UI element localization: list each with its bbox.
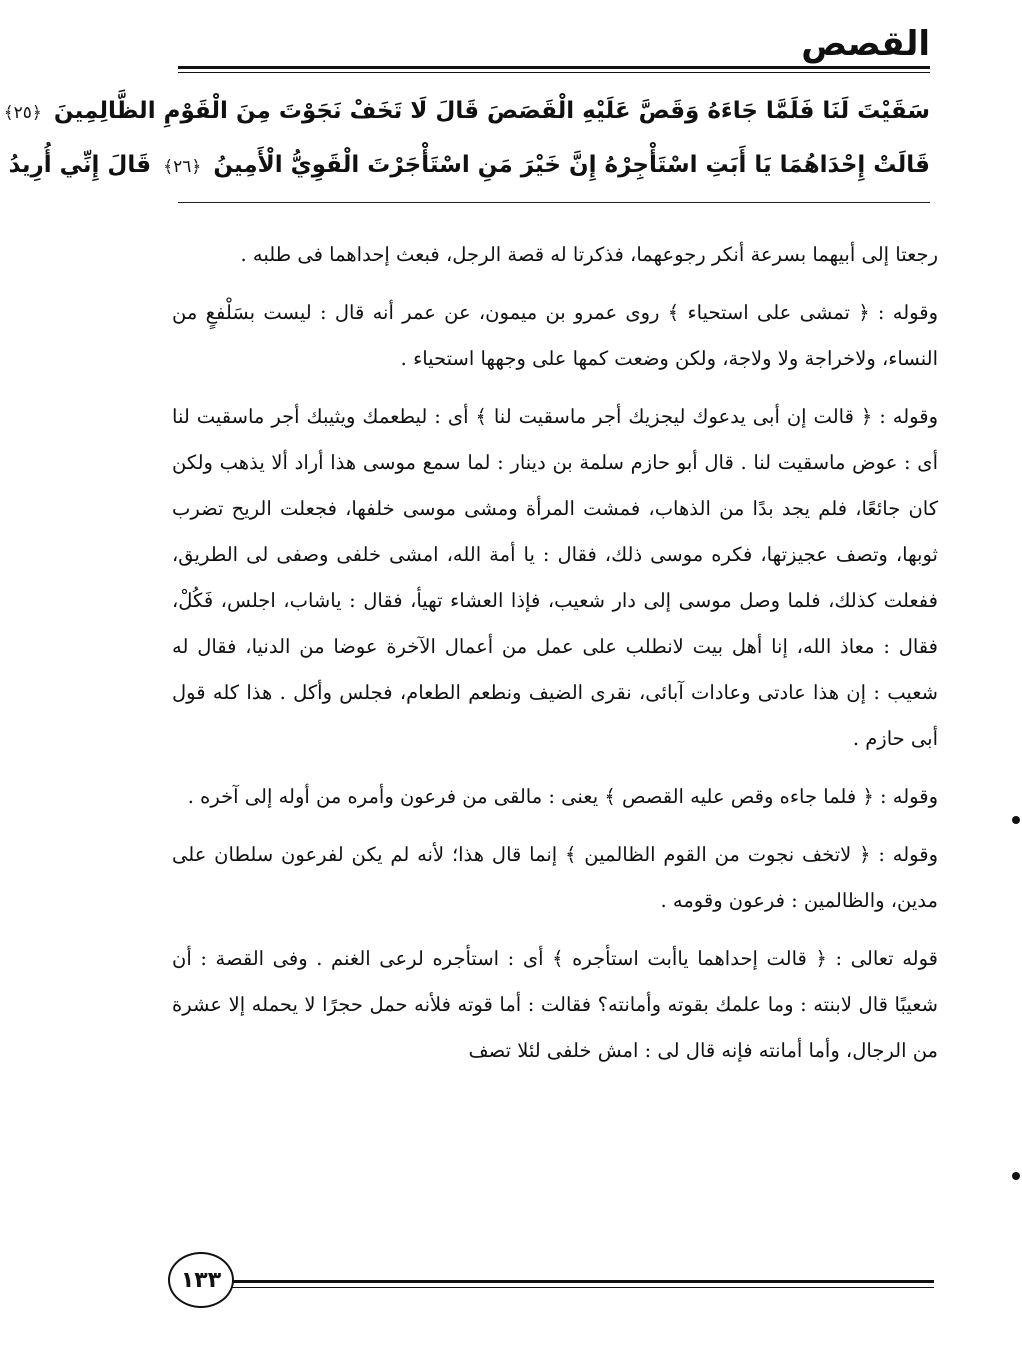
book-page (3, 0, 1022, 1348)
verse-text: قَالَتْ إِحْدَاهُمَا يَا أَبَتِ اسْتَأْجِرْهُ إِنَّ خَيْرَ مَنِ اسْتَأْجَرْتَ الْقَوِيُّ الْأَمِينُ (213, 152, 930, 178)
header-rule-thin (178, 72, 930, 73)
header-rule-thick (178, 66, 930, 69)
page-footer (168, 1252, 934, 1312)
ayah-number-marker: ﴿٢٦﴾ (163, 157, 202, 177)
commentary-paragraph: رجعتا إلى أبيهما بسرعة أنكر رجوعهما، فذكرتا له قصة الرجل، فبعث إحداهما فى طلبه . (240, 243, 938, 266)
footer-rule-thick (232, 1280, 934, 1283)
commentary-paragraph: وقوله : ﴿ فلما جاءه وقص عليه القصص ﴾ يعنى : مالقى من فرعون وأمره من أوله إلى آخره . (187, 785, 938, 808)
ayah-number-marker: ﴿٢٥﴾ (3, 103, 42, 123)
page-number: ١٣٣ (168, 1252, 234, 1308)
footer-rule-thin (232, 1287, 934, 1288)
surah-title: القصص (801, 24, 930, 64)
margin-dot (1012, 816, 1020, 824)
commentary-paragraph: قوله تعالى : ﴿ قالت إحداهما ياأبت استأجره ﴾ أى : استأجره لرعى الغنم . وفى القصة : أن شعيبًا قال لابنته : وما علمك بقوته وأمانته؟ فقالت : أما قوته فلأنه حمل حجرًا لا يحمله إلا عشرة من الرجال، وأما أمانته فإنه قال لى : امش خلفى لئلا تصف (172, 947, 938, 1062)
verse-text: سَقَيْتَ لَنَا فَلَمَّا جَاءَهُ وَقَصَّ عَلَيْهِ الْقَصَصَ قَالَ لَا تَخَفْ نَجَوْتَ مِنَ الْقَوْمِ الظَّالِمِينَ (53, 98, 930, 124)
commentary-paragraph: وقوله : ﴿ تمشى على استحياء ﴾ روى عمرو بن ميمون، عن عمر أنه قال : ليست بسَلْفعٍ من النساء، ولاخراجة ولا ولاجة، ولكن وضعت كمها على وجهها استحياء . (172, 301, 938, 370)
commentary-body (172, 232, 938, 1086)
verse-continuation: قَالَ إِنِّي أُرِيدُ (8, 152, 152, 178)
commentary-paragraph: وقوله : ﴿ لاتخف نجوت من القوم الظالمين ﴾ إنما قال هذا؛ لأنه لم يكن لفرعون سلطان على مدين، والظالمين : فرعون وقومه . (172, 843, 938, 912)
verse-separator-rule (178, 202, 930, 203)
commentary-paragraph: وقوله : ﴿ قالت إن أبى يدعوك ليجزيك أجر ماسقيت لنا ﴾ أى : ليطعمك ويثيبك أجر ماسقيت لنا أى : عوض ماسقيت لنا . قال أبو حازم سلمة بن دينار : لما سمع موسى هذا أراد ألا يذهب ولكن كان جائعًا، فلم يجد بدًا من الذهاب، فمشت المرأة ومشى موسى خلفها، فجعلت الريح تضرب ثوبها، وتصف عجيزتها، فكره موسى ذلك، فقال : يا أمة الله، امشى خلفى وصفى لى الطريق، ففعلت كذلك، فلما وصل موسى إلى دار شعيب، فإذا العشاء تهيأ، فقال : ياشاب، اجلس، فَكُلْ، فقال : معاذ الله، إنا أهل بيت لانطلب على عمل من أعمال الآخرة عوضا من الدنيا، فقال له شعيب : إن هذا عادتى وعادات آبائى، نقرى الضيف ونطعم الطعام، فجلس وأكل . هذا كله قول أبى حازم . (172, 405, 938, 750)
quran-verse-block (3, 84, 930, 192)
verse-line (3, 84, 930, 138)
verse-line (8, 138, 930, 192)
margin-dot (1012, 1172, 1020, 1180)
